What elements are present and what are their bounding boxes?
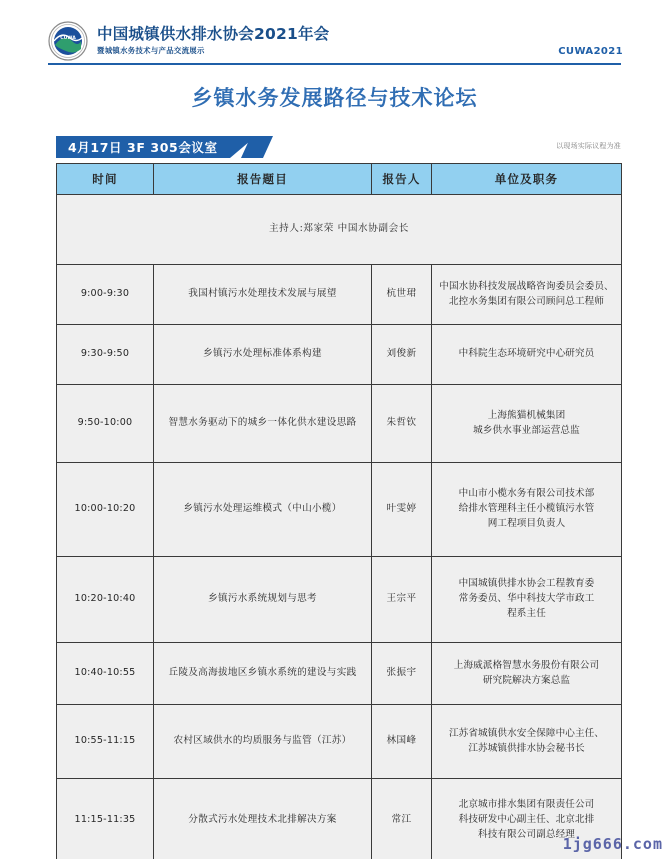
cell-speaker: 常江 — [372, 779, 432, 859]
cell-time: 9:00-9:30 — [57, 265, 154, 325]
cell-org: 北京城市排水集团有限责任公司 科技研发中心副主任、北京北排 科技有限公司副总经理 — [432, 779, 622, 859]
header-divider — [48, 63, 621, 65]
cell-topic: 丘陵及高海拔地区乡镇水系统的建设与实践 — [154, 643, 372, 705]
cell-speaker: 林国峰 — [372, 705, 432, 779]
column-header-topic: 报告题目 — [154, 164, 372, 195]
agenda-note: 以现场实际议程为准 — [556, 142, 621, 150]
cell-topic: 智慧水务驱动下的城乡一体化供水建设思路 — [154, 385, 372, 463]
svg-text:CUWA: CUWA — [60, 36, 76, 41]
cell-speaker: 张振宇 — [372, 643, 432, 705]
cell-time: 10:20-10:40 — [57, 557, 154, 643]
cell-time: 10:40-10:55 — [57, 643, 154, 705]
cell-time: 10:55-11:15 — [57, 705, 154, 779]
table-header-row — [57, 164, 622, 195]
table-row — [57, 705, 622, 779]
brand-title: 中国城镇供水排水协会2021年会 — [97, 24, 330, 43]
schedule-table-body — [57, 195, 622, 859]
cell-speaker: 朱哲钦 — [372, 385, 432, 463]
schedule-table — [56, 163, 622, 859]
cell-org: 江苏省城镇供水安全保障中心主任、 江苏城镇供排水协会秘书长 — [432, 705, 622, 779]
table-row — [57, 265, 622, 325]
column-header-speaker: 报告人 — [372, 164, 432, 195]
cell-topic: 我国村镇污水处理技术发展与展望 — [154, 265, 372, 325]
cell-topic: 乡镇污水系统规划与思考 — [154, 557, 372, 643]
brand-text — [97, 26, 329, 56]
cell-time: 9:50-10:00 — [57, 385, 154, 463]
table-row — [57, 463, 622, 557]
table-row — [57, 385, 622, 463]
column-header-time: 时间 — [57, 164, 154, 195]
cell-topic: 乡镇污水处理运维模式（中山小榄） — [154, 463, 372, 557]
column-header-org: 单位及职务 — [432, 164, 622, 195]
cell-topic: 农村区域供水的均质服务与监管（江苏） — [154, 705, 372, 779]
brand-subtitle: 暨城镇水务技术与产品交流展示 — [97, 45, 205, 55]
cell-topic: 分散式污水处理技术北排解决方案 — [154, 779, 372, 859]
cell-time: 10:00-10:20 — [57, 463, 154, 557]
cell-org: 中科院生态环境研究中心研究员 — [432, 325, 622, 385]
cell-speaker: 叶雯婷 — [372, 463, 432, 557]
cell-org: 中国水协科技发展战略咨询委员会委员、 北控水务集团有限公司顾问总工程师 — [432, 265, 622, 325]
page-header — [0, 0, 669, 68]
cell-speaker: 刘俊新 — [372, 325, 432, 385]
watermark: 1jg666.com — [562, 835, 663, 853]
cell-org: 上海威派格智慧水务股份有限公司 研究院解决方案总监 — [432, 643, 622, 705]
session-date-room: 4月17日 3F 305会议室 — [68, 140, 218, 155]
table-row — [57, 325, 622, 385]
brand-block — [48, 21, 329, 61]
host-row — [57, 195, 622, 265]
page-title: 乡镇水务发展路径与技术论坛 — [191, 86, 478, 110]
host-label: 主持人:郑家荣 中国水协副会长 — [57, 195, 622, 265]
cell-time: 11:15-11:35 — [57, 779, 154, 859]
cell-org: 中国城镇供排水协会工程教育委 常务委员、华中科技大学市政工 程系主任 — [432, 557, 622, 643]
cell-topic: 乡镇污水处理标准体系构建 — [154, 325, 372, 385]
table-row — [57, 779, 622, 859]
cell-org: 中山市小榄水务有限公司技术部 给排水管理科主任小榄镇污水管 网工程项目负责人 — [432, 463, 622, 557]
cuwa-circular-emblem-icon — [48, 21, 88, 61]
cell-org: 上海熊猫机械集团 城乡供水事业部运营总监 — [432, 385, 622, 463]
session-date-banner — [56, 136, 256, 158]
cell-time: 9:30-9:50 — [57, 325, 154, 385]
cell-speaker: 王宗平 — [372, 557, 432, 643]
table-row — [57, 643, 622, 705]
brand-mark: CUWA2021 — [558, 46, 623, 57]
table-row — [57, 557, 622, 643]
cell-speaker: 杭世珺 — [372, 265, 432, 325]
